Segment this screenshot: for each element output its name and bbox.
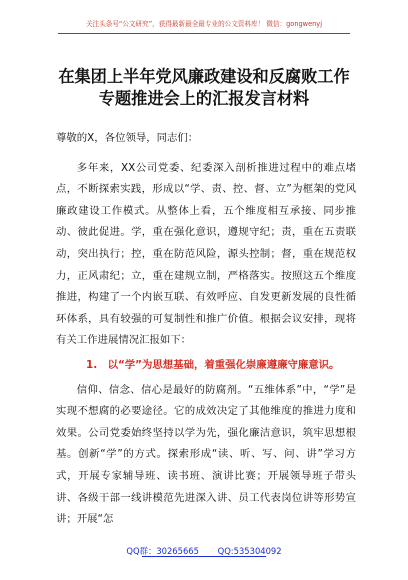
footer-qq-group: QQ群：30265665	[126, 546, 199, 556]
document-title	[0, 66, 408, 110]
header-note: 关注头条号“公文研究”，获得最新最全最专业的公文资料库！ 微信：gongwenyj	[85, 20, 323, 28]
section-heading: 1. 以“学”为思想基础，着重强化崇廉遵廉守廉意识。	[86, 358, 340, 371]
intro-paragraph: 多年来，XX公司党委、纪委深入剖析推进过程中的难点堵点，不断探索实践，形成以“学、责、控、督、立”为框架的党风廉政建设工作模式。从整体上看，五个维度相互承接、同步推动、彼此促进。学，重在强化意识，遵规守纪；责，重在五责联动，突出执行；控，重在防范风险，源头控制；督，重在规范权力，正风肃纪；立，重在建规立制，严格落实。按照这五个维度推进，构建了一个内嵌互联、有效呼应、自发更新发展的良性循环体系，具有较强的可复制性和推广价值。根据会议安排，现将有关工作进展情况汇报如下：	[56, 161, 356, 347]
header-divider	[58, 33, 350, 34]
title-line-2: 专题推进会上的汇报发言材料	[98, 89, 310, 108]
title-line-1: 在集团上半年党风廉政建设和反腐败工作	[58, 67, 350, 86]
footer-qq: QQ:535304092	[217, 546, 282, 556]
document-body	[56, 128, 356, 531]
salutation: 尊敬的X，各位领导，同志们：	[56, 132, 199, 144]
section-paragraph: 信仰、信念、信心是最好的防腐剂。“五维体系”中，“学”是实现不想腐的必要途径。它的成效决定了其他维度的推进力度和效果。公司党委始终坚持以学为先，强化廉洁意识，筑牢思想根基。创新“学”的方式。探索形成“读、听、写、问、讲”学习方式，开展专家辅导班、读书班、演讲比赛；开展领导班子带头讲、各级干部一线讲模范先进深入讲、员工代表岗位讲等形势宣讲；开展“怎	[56, 383, 356, 526]
footer-underline	[142, 556, 266, 557]
